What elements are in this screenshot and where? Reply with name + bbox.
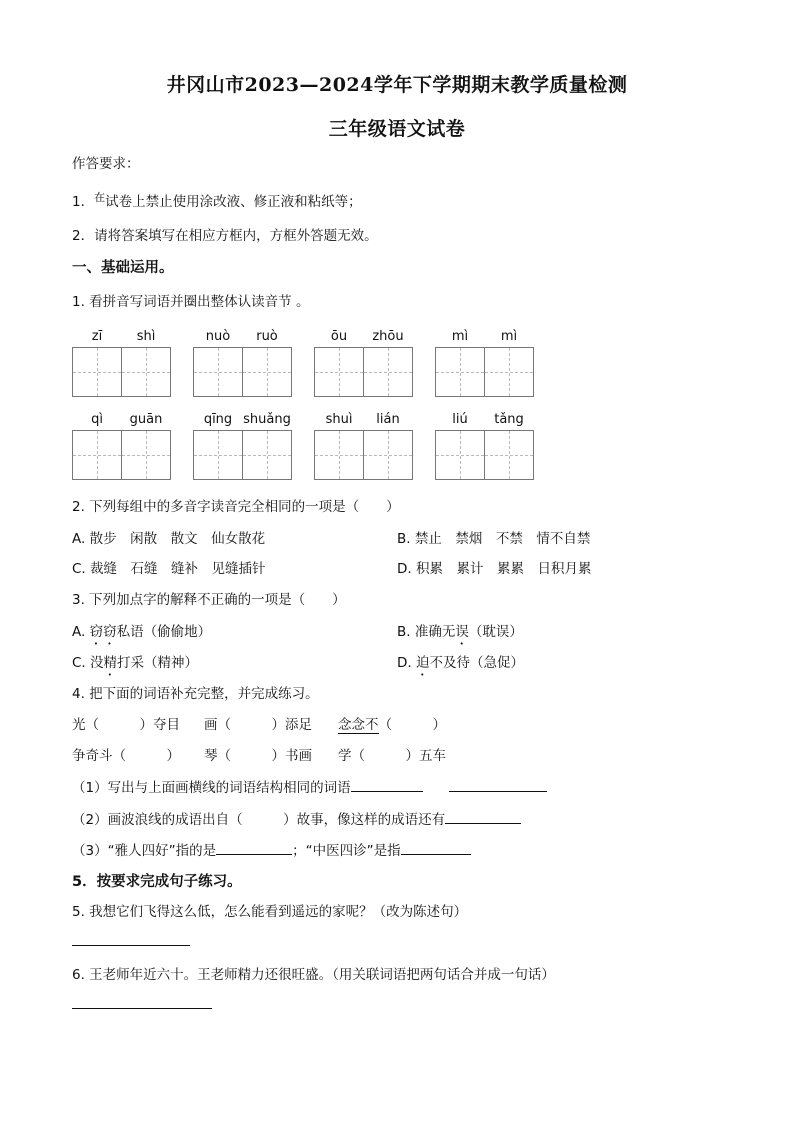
q4-word-1: 光（ ）夺目 xyxy=(72,717,180,733)
pinyin: mì xyxy=(451,329,469,344)
q4-word-2: 画（ ）添足 xyxy=(204,717,312,733)
q4-word-5: 琴（ ）书画 xyxy=(204,748,312,764)
pinyin: shì xyxy=(136,329,156,344)
q4-word-3 xyxy=(338,713,446,733)
sub-question-text: （3）“雅人四好”指的是 xyxy=(72,843,217,859)
q3-option-a[interactable] xyxy=(72,620,211,648)
pinyin: shuǎng xyxy=(243,412,291,427)
pinyin: liú xyxy=(452,412,468,427)
grid-cell[interactable] xyxy=(242,430,292,480)
pinyin: ōu xyxy=(330,329,348,344)
instruction-1-superscript: 在 xyxy=(94,191,106,204)
instruction-1-text: 试卷上禁止使用涂改液、修正液和粘纸等； xyxy=(105,194,362,210)
grid-cell[interactable] xyxy=(121,430,171,480)
grid-cell[interactable] xyxy=(242,347,292,397)
q4-sub-1 xyxy=(72,776,547,796)
writing-grid[interactable] xyxy=(72,430,170,480)
q5-answer-line[interactable] xyxy=(72,945,190,946)
grid-cell[interactable] xyxy=(435,347,485,397)
pinyin: ruò xyxy=(256,329,278,344)
dotted-chars: 窃窃 xyxy=(89,624,117,640)
q2-option-a[interactable]: A. 散步 闲散 散文 仙女散花 xyxy=(72,531,266,547)
pinyin: guān xyxy=(129,412,163,427)
underlined-word: 念念不 xyxy=(338,717,379,733)
writing-grid[interactable] xyxy=(435,430,533,480)
option-rest: 不及待（急促） xyxy=(429,655,524,671)
q1-prompt: 1. 看拼音写词语并圈出整体认读音节 。 xyxy=(72,294,310,310)
q6-answer-line[interactable] xyxy=(72,1008,212,1009)
answer-blank[interactable] xyxy=(401,840,471,855)
exam-subtitle: 三年级语文试卷 xyxy=(328,118,466,140)
grid-cell[interactable] xyxy=(314,347,364,397)
q5-prompt: 5. 我想它们飞得这么低，怎么能看到遥远的家呢？（改为陈述句） xyxy=(72,904,468,920)
grid-cell[interactable] xyxy=(72,430,122,480)
sub-question-text: （1）写出与上面画横线的词语结构相同的词语 xyxy=(72,780,351,796)
exam-title: 井冈山市2023—2024学年下学期期末教学质量检测 xyxy=(166,74,628,96)
writing-grid[interactable] xyxy=(193,347,291,397)
grid-cell[interactable] xyxy=(363,430,413,480)
writing-grid[interactable] xyxy=(435,347,533,397)
q6-prompt: 6. 王老师年近六十。王老师精力还很旺盛。（用关联词语把两句话合并成一句话） xyxy=(72,967,555,983)
option-prefix: A. xyxy=(72,624,90,640)
pinyin: mì xyxy=(500,329,518,344)
instructions-heading: 作答要求： xyxy=(72,156,140,172)
pinyin: tǎng xyxy=(494,412,524,427)
option-rest: 私语（偷偷地） xyxy=(116,624,212,640)
instruction-item-2: 2．请将答案填写在相应方框内，方框外答题无效。 xyxy=(72,228,378,244)
writing-grid[interactable] xyxy=(193,430,291,480)
q3-prompt: 3. 下列加点字的解释不正确的一项是（ ） xyxy=(72,592,346,608)
grid-cell[interactable] xyxy=(121,347,171,397)
option-prefix: B. 准确无 xyxy=(397,624,456,640)
q4-word-6: 学（ ）五车 xyxy=(338,748,446,764)
grid-cell[interactable] xyxy=(363,347,413,397)
writing-grid[interactable] xyxy=(72,347,170,397)
option-prefix: C. 没 xyxy=(72,655,104,671)
instruction-1-number: 1． xyxy=(72,194,95,210)
dotted-chars: 迫 xyxy=(415,655,430,671)
grid-cell[interactable] xyxy=(484,347,534,397)
sub-question-text: ；“中医四诊”是指 xyxy=(292,843,401,859)
instruction-item-1 xyxy=(72,190,362,210)
q4-sub-2 xyxy=(72,808,521,828)
q2-option-b[interactable]: B. 禁止 禁烟 不禁 情不自禁 xyxy=(397,531,591,547)
sub-question-text: （2）画波浪线的成语出自（ ）故事，像这样的成语还有 xyxy=(72,812,446,828)
option-rest: （耽误） xyxy=(468,624,523,640)
grid-cell[interactable] xyxy=(72,347,122,397)
q2-option-d[interactable]: D. 积累 累计 累累 日积月累 xyxy=(397,561,592,577)
dotted-chars: 误 xyxy=(455,624,469,640)
writing-grid[interactable] xyxy=(314,430,412,480)
pinyin: qīng xyxy=(203,412,233,427)
pinyin: zhōu xyxy=(372,329,404,344)
q4-sub-3 xyxy=(72,839,471,859)
q3-option-c[interactable] xyxy=(72,651,198,679)
word-blank: （ ） xyxy=(378,717,446,733)
q3-option-b[interactable] xyxy=(397,620,523,648)
answer-blank[interactable] xyxy=(216,840,292,855)
q4-word-4: 争奇斗（ ） xyxy=(72,748,180,764)
grid-cell[interactable] xyxy=(435,430,485,480)
answer-blank[interactable] xyxy=(445,809,521,824)
option-rest: 打采（精神） xyxy=(117,655,199,671)
writing-grid[interactable] xyxy=(314,347,412,397)
answer-blank[interactable] xyxy=(351,777,423,792)
pinyin: lián xyxy=(376,412,400,427)
dotted-chars: 精 xyxy=(103,655,118,671)
section-5-heading: 5．按要求完成句子练习。 xyxy=(72,874,242,890)
q2-option-c[interactable]: C. 裁缝 石缝 缝补 见缝插针 xyxy=(72,561,266,577)
q3-option-d[interactable] xyxy=(397,651,524,679)
grid-cell[interactable] xyxy=(193,430,243,480)
grid-cell[interactable] xyxy=(193,347,243,397)
option-prefix: D. xyxy=(397,655,416,671)
section-1-heading: 一、基础运用。 xyxy=(72,260,174,276)
pinyin: nuò xyxy=(205,329,231,344)
pinyin: zī xyxy=(91,329,103,344)
grid-cell[interactable] xyxy=(484,430,534,480)
answer-blank[interactable] xyxy=(449,777,547,792)
grid-cell[interactable] xyxy=(314,430,364,480)
pinyin: qì xyxy=(91,412,103,427)
q2-prompt: 2. 下列每组中的多音字读音完全相同的一项是（ ） xyxy=(72,499,400,515)
pinyin: shuì xyxy=(325,412,353,427)
q4-prompt: 4. 把下面的词语补充完整，并完成练习。 xyxy=(72,686,319,702)
